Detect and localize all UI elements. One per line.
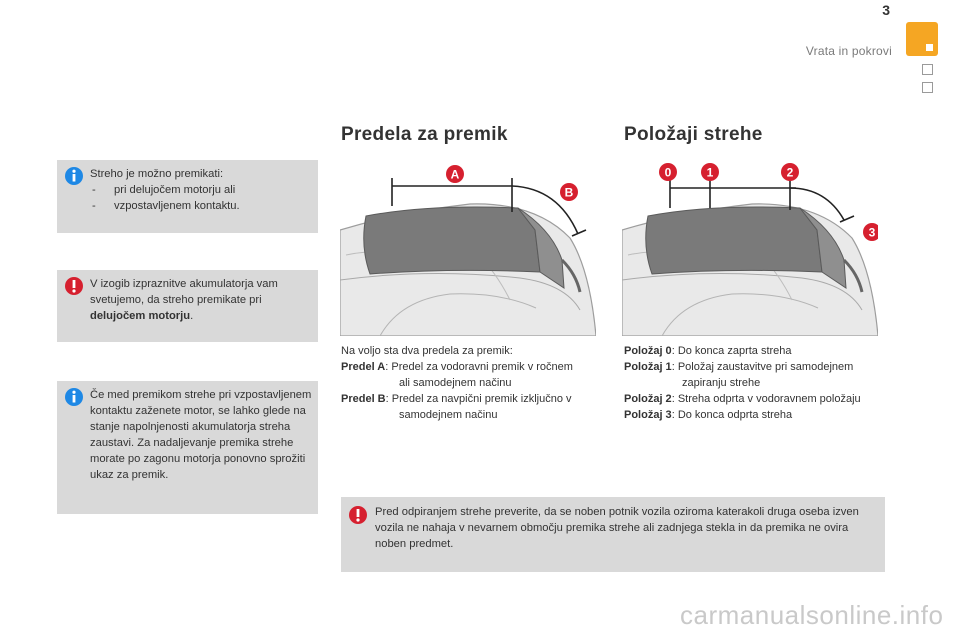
section-title-ranges: Predela za premik bbox=[341, 124, 508, 145]
roof-ranges-illustration bbox=[340, 160, 596, 336]
svg-text:1: 1 bbox=[706, 165, 714, 180]
warning-icon bbox=[64, 276, 84, 296]
info-note-restart bbox=[57, 381, 318, 514]
info-icon bbox=[64, 166, 84, 186]
warning-icon bbox=[348, 505, 368, 525]
note-text: V izogib izpraznitve akumulatorja vam svetujemo, da streho premikate pri bbox=[90, 278, 278, 306]
note-emphasis: delujočem motorju bbox=[90, 310, 191, 322]
svg-text:3: 3 bbox=[868, 225, 876, 240]
list-item: - vzpostavljenem kontaktu. bbox=[92, 200, 240, 212]
svg-text:0: 0 bbox=[664, 165, 672, 180]
marker-2 bbox=[781, 163, 799, 181]
marker-a bbox=[446, 165, 464, 183]
positions-description bbox=[624, 343, 904, 423]
marker-b bbox=[560, 183, 578, 201]
svg-text:B: B bbox=[564, 185, 574, 200]
list-item: - pri delujočem motorju ali bbox=[92, 184, 236, 196]
marker-1 bbox=[701, 163, 719, 181]
note-text: Če med premikom strehe pri vzpostavljenem kontaktu zaženete motor, se lahko glede na stanje napolnjenosti akumulatorja streha zaustavi. Za nadaljevanje premika strehe morate po zagonu motorja ponovno sprožiti ukaz za premik. bbox=[90, 389, 312, 481]
position-item-0: Položaj 0: Do konca zaprta streha bbox=[624, 345, 792, 357]
range-item-a: Predel A: Predel za vodoravni premik v ročnem ali samodejnem načinu bbox=[341, 361, 573, 389]
svg-text:A: A bbox=[450, 167, 460, 182]
svg-text:2: 2 bbox=[786, 165, 794, 180]
position-item-1: Položaj 1: Položaj zaustavitve pri samodejnem zapiranju strehe bbox=[624, 361, 854, 389]
warning-note-danger-zone bbox=[341, 497, 885, 572]
position-item-3: Položaj 3: Do konca odprta streha bbox=[624, 409, 793, 421]
note-text: Pred odpiranjem strehe preverite, da se noben potnik vozila oziroma katerakoli druga oseba izven vozila ne nahaja v nevarnem območju premika strehe ali zadnjega stekla in da premika ne ovira noben predmet. bbox=[375, 506, 859, 550]
position-item-2: Položaj 2: Streha odprta v vodoravnem položaju bbox=[624, 393, 861, 405]
note-intro: Streho je možno premikati: bbox=[90, 168, 224, 180]
roof-positions-illustration bbox=[622, 160, 878, 336]
watermark: carmanualsonline.info bbox=[680, 600, 944, 630]
warning-note-battery: V izogib izpraznitve akumulatorja vam svetujemo, da streho premikate pri delujočem motorju. bbox=[57, 270, 318, 342]
chapter-tab bbox=[922, 82, 933, 93]
range-item-b: Predel B: Predel za navpični premik izključno v samodejnem načinu bbox=[341, 393, 572, 421]
chapter-tab-active bbox=[906, 22, 938, 56]
chapter-title: Vrata in pokrovi bbox=[805, 44, 892, 58]
ranges-intro: Na voljo sta dva predela za premik: bbox=[341, 345, 513, 357]
ranges-description bbox=[341, 343, 611, 423]
marker-0 bbox=[659, 163, 677, 181]
chapter-tab bbox=[922, 64, 933, 75]
info-note-movement bbox=[57, 160, 318, 233]
info-icon bbox=[64, 387, 84, 407]
section-title-positions: Položaji strehe bbox=[624, 124, 763, 145]
page-number: 3 bbox=[882, 2, 890, 18]
